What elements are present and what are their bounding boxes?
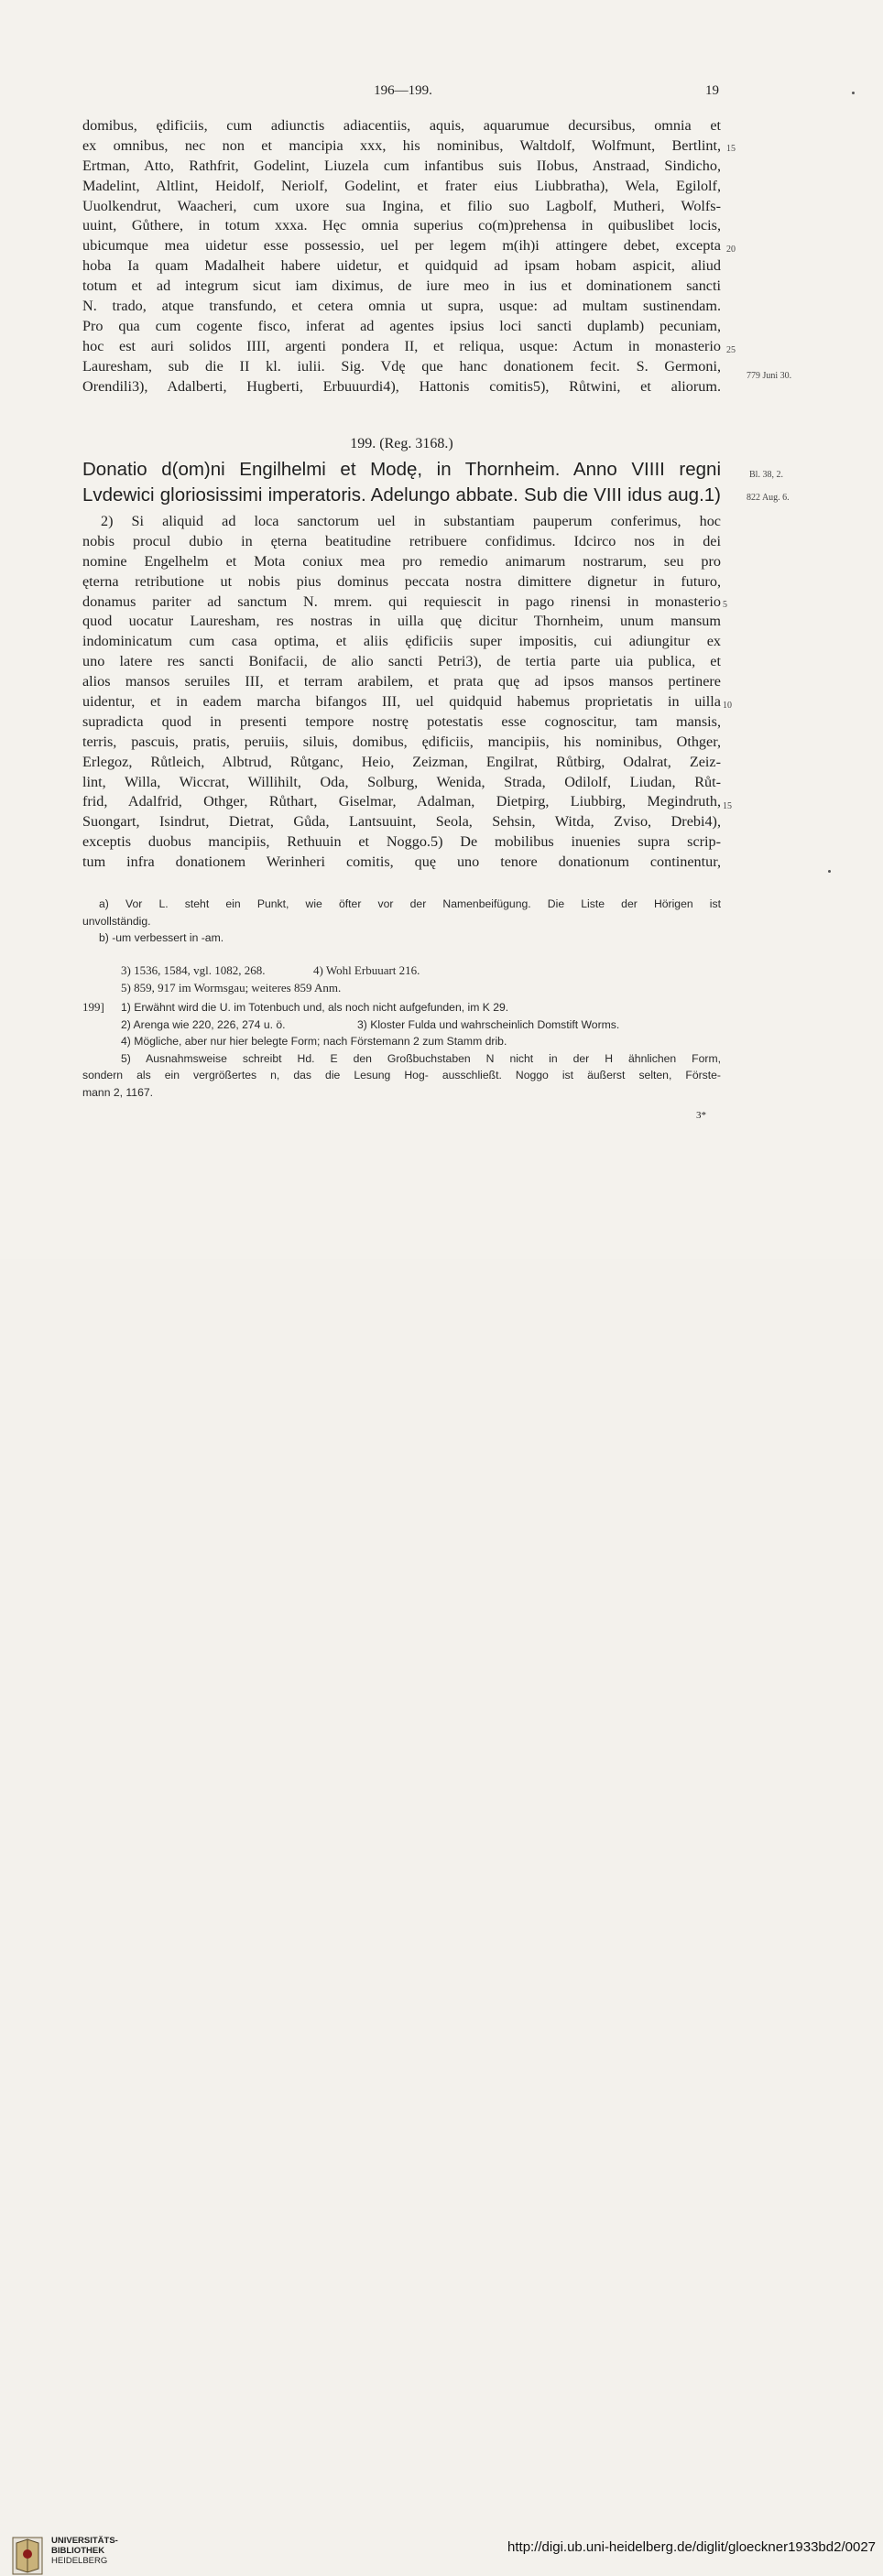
note-line: mann 2, 1167.	[82, 1085, 154, 1099]
text-line: indominicatum cum casa optima, et aliis ędificiis super impositis, cui adiungitur ex	[82, 633, 721, 650]
signature-mark: 3*	[696, 1110, 706, 1121]
text-line: tum infra donationem Werinheri comitis, quę uno tenore donationum continentur,	[82, 853, 721, 871]
text-line: uidentur, et in eadem marcha bifangos III, uel quidquid habemus proprietatis in uilla	[82, 693, 721, 711]
title-line: Lvdewici gloriosissimi imperatoris. Adelungo abbate. Sub die VIII idus aug.1)	[82, 484, 721, 505]
text-line: lint, Willa, Wiccrat, Willihilt, Oda, Solburg, Wenida, Strada, Odilolf, Liudan, Růt-	[82, 773, 721, 790]
text-line: quod uocatur Lauresham, res nostras in uilla quę dicitur Thornheim, unum mansum	[82, 613, 721, 630]
commentary-notes-198	[82, 962, 721, 996]
text-line: donamus pariter ad sanctum N. mrem. qui requiescit in pago rinensi in monasterio	[82, 592, 721, 610]
note-item: 3) 1536, 1584, vgl. 1082, 268.	[121, 963, 266, 977]
note-item: 4) Mögliche, aber nur hier belegte Form; nach Förstemann 2 zum Stamm drib.	[121, 1035, 507, 1048]
permalink-url[interactable]: http://digi.ub.uni-heidelberg.de/diglit/gloeckner1933bd2/0027	[507, 2539, 876, 2555]
note-item: 5) 859, 917 im Wormsgau; weiteres 859 Anm.	[121, 981, 342, 995]
margin-date: 822 Aug. 6.	[747, 493, 790, 503]
note-line: a) Vor L. steht ein Punkt, wie öfter vor der Namenbeifügung. Die Liste der Hörigen ist	[99, 897, 721, 910]
text-line: frid, Adalfrid, Othger, Růthart, Giselmar, Adalman, Dietpirg, Liubbirg, Megindruth,	[82, 793, 721, 810]
text-line: ex omnibus, nec non et mancipia xxx, his nominibus, Waltdolf, Wolfmunt, Bertlint,	[82, 136, 721, 154]
scan-speck	[852, 92, 855, 94]
text-line: ubicumque mea uidetur esse possessio, uel per legem m(ih)i attingere debet, excepta	[82, 237, 721, 255]
charter-199-title	[82, 457, 721, 508]
text-line: hoc est auri solidos IIII, argenti pondera II, et reliqua, usque: Actum in monasterio	[82, 337, 721, 354]
note-line: unvollständig.	[82, 914, 151, 928]
text-line: Erlegoz, Růtleich, Albtrud, Růtganc, Heio, Zeizman, Engilrat, Růtbirg, Odalrat, Zeiz-	[82, 753, 721, 770]
commentary-notes-199	[82, 999, 721, 1101]
header-range: 196—199.	[374, 83, 432, 98]
page-number: 19	[705, 83, 719, 98]
university-library-logo-icon	[11, 2532, 44, 2576]
scan-speck	[828, 870, 831, 873]
text-line: Suongart, Isindrut, Dietrat, Gůda, Lantsuuint, Seola, Sehsin, Witda, Zviso, Drebi4),	[82, 813, 721, 831]
title-line: Donatio d(om)ni Engilhelmi et Modę, in Thornheim. Anno VIIII regni	[82, 459, 721, 480]
line-number: 25	[726, 345, 736, 355]
digitization-footer	[0, 1259, 883, 2566]
text-line: supradicta quod in presenti tempore nostrę potestatis esse cognoscitur, tam mansis,	[82, 712, 721, 730]
textual-notes	[82, 896, 721, 947]
scanned-page	[0, 0, 883, 1259]
text-line: Uuolkendrut, Waacheri, cum uxore sua Ingina, et filio suo Lagbolf, Mutheri, Wolfs-	[82, 197, 721, 214]
text-line: nobis procul dubio in ęterna beatitudine retribuere confidimus. Idcirco nos in dei	[82, 532, 721, 549]
text-line: Lauresham, sub die II kl. iulii. Sig. Vdę que hanc donationem fecit. S. Germoni,	[82, 357, 721, 375]
line-number: 5	[723, 600, 727, 610]
text-line: ęterna retributione ut nobis pius dominus peccata nostra dimittere dignetur in futuro,	[82, 572, 721, 590]
running-header	[82, 83, 724, 102]
charter-199-heading: 199. (Reg. 3168.)	[350, 436, 453, 451]
text-line: domibus, ędificiis, cum adiunctis adiacentiis, aquis, aquarumue decursibus, omnia et	[82, 117, 721, 134]
text-line: 2) Si aliquid ad loca sanctorum uel in substantiam pauperum conferimus, hoc	[101, 513, 721, 529]
text-line: exceptis duobus mancipiis, Rethuuin et Noggo.5) De mobilibus inuenies supra scrip-	[82, 833, 721, 851]
line-number: 10	[723, 701, 732, 711]
text-line: Pro qua cum cogente fisco, inferat ad agentes ipsius loci sancti duplamb) pecuniam,	[82, 317, 721, 334]
line-number: 15	[726, 144, 736, 154]
note-section-label: 199]	[82, 1000, 104, 1014]
text-line: uuint, Gůthere, in totum xxxa. Hęc omnia superius co(m)prehensa in quibuslibet locis,	[82, 217, 721, 234]
note-item: 5) Ausnahmsweise schreibt Hd. E den Großbuchstaben N nicht in der H ähnlichen Form,	[121, 1051, 721, 1065]
text-line: hoba Ia quam Madalheit habere uidetur, et quidquid ad ipsam hobam aspicit, aliud	[82, 257, 721, 275]
note-item: 4) Wohl Erbuuart 216.	[313, 963, 420, 977]
line-number: 20	[726, 245, 736, 255]
text-line: totum et ad integrum sicut iam diximus, de iure meo in ius et dominationem sancti	[82, 277, 721, 295]
note-item: 2) Arenga wie 220, 226, 274 u. ö.	[121, 1017, 286, 1031]
text-line: alios mansos seruiles III, et terram arabilem, et prata quę ad ipsos mansos pertinere	[82, 673, 721, 690]
margin-date: 779 Juni 30.	[747, 371, 792, 381]
charter-199-text	[82, 512, 721, 873]
text-line: Madelint, Altlint, Heidolf, Neriolf, Godelint, et frater eius Liubbratha), Wela, Egilolf,	[82, 177, 721, 194]
text-line: N. trado, atque transfundo, et cetera omnia ut supra, usque: ad multam sustinendam.	[82, 298, 721, 315]
text-line: nomine Engelhelm et Mota coniux mea pro remedio animarum nostrarum, seu pro	[82, 552, 721, 570]
note-line: sondern als ein vergrößertes n, das die Lesung Hog- ausschließt. Noggo ist äußerst selten, Förste-	[82, 1069, 721, 1081]
note-item: 1) Erwähnt wird die U. im Totenbuch und, als noch nicht aufgefunden, im K 29.	[121, 1001, 509, 1014]
note-item: 3) Kloster Fulda und wahrscheinlich Domstift Worms.	[357, 1017, 620, 1031]
text-line: terris, pascuis, pratis, peruiis, siluis, domibus, ędificiis, mancipiis, his nominibus, Othger,	[82, 733, 721, 750]
margin-reference: Bl. 38, 2.	[749, 470, 783, 480]
line-number: 15	[723, 801, 732, 811]
text-line: Ertman, Atto, Rathfrit, Godelint, Liuzela cum infantibus suis IIobus, Anstraad, Sindicho,	[82, 157, 721, 174]
text-line: Orendili3), Adalberti, Hugberti, Erbuuurdi4), Hattonis comitis5), Růtwini, et aliorum.	[82, 377, 721, 395]
text-line: uno latere res sancti Bonifacii, de alio sancti Petri3), de tertia parte uia publica, et	[82, 653, 721, 670]
note-line: b) -um verbessert in -am.	[99, 931, 224, 944]
library-name: UNIVERSITÄTS- BIBLIOTHEK HEIDELBERG	[51, 2536, 118, 2566]
charter-198-text	[82, 116, 721, 397]
